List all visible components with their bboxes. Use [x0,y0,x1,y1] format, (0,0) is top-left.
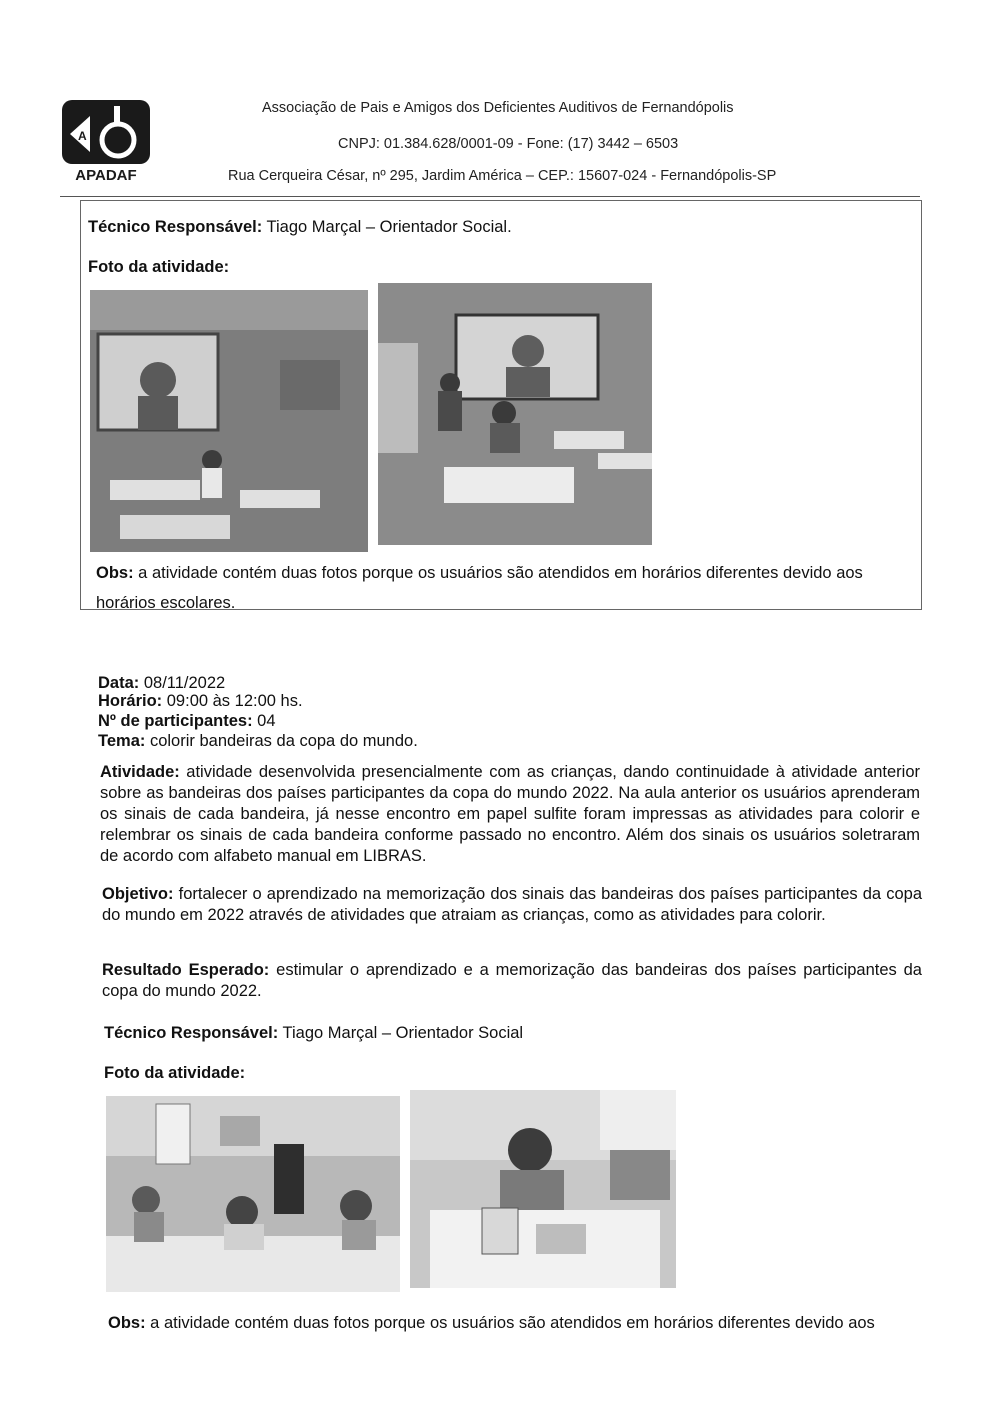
objetivo-text: fortalecer o aprendizado na memorização dos sinais das bandeiras dos países participantes da copa do mundo em 2022 através de atividades que atraiam as crianças, como as atividades para colorir. [102,885,922,924]
tecnico-value-2: Tiago Marçal – Orientador Social [278,1024,524,1042]
data-label: Data: [98,674,140,692]
svg-text:A: A [78,129,87,143]
obs-label: Obs: [96,564,134,582]
resultado-text: estimular o aprendizado e a memorização das bandeiras dos países participantes da copa do mundo 2022. [102,961,922,1000]
participantes-line [98,710,276,732]
logo-label: APADAF [75,167,137,182]
foto-label-2: Foto da atividade: [104,1064,246,1082]
activity-photo-3 [106,1096,400,1292]
tecnico-line-2 [104,1022,523,1044]
horario-line [98,690,303,712]
obs-label-2: Obs: [108,1314,146,1332]
participantes-label: Nº de participantes: [98,712,253,730]
tema-line [98,730,418,752]
obs-line-3 [108,1312,875,1334]
data-value: 08/11/2022 [139,674,226,692]
obs-line-2: horários escolares. [96,594,236,612]
activity-photo-1 [90,290,368,552]
org-name: Associação de Pais e Amigos dos Deficientes Auditivos de Fernandópolis [262,100,734,116]
resultado-paragraph [102,960,922,1002]
address-line: Rua Cerqueira César, nº 295, Jardim América – CEP.: 15607-024 - Fernandópolis-SP [228,168,777,184]
atividade-paragraph [100,762,920,867]
atividade-label: Atividade: [100,763,180,781]
foto-label-1: Foto da atividade: [88,258,230,276]
tecnico-label: Técnico Responsável: [88,218,263,236]
activity-photo-2 [378,283,652,545]
objetivo-paragraph [102,884,922,926]
objetivo-label: Objetivo: [102,885,174,903]
tecnico-label-2: Técnico Responsável: [104,1024,279,1042]
tema-value: colorir bandeiras da copa do mundo. [145,732,418,750]
cnpj-line: CNPJ: 01.384.628/0001-09 - Fone: (17) 3442 – 6503 [338,136,679,152]
tecnico-line-1 [88,216,512,238]
header-rule [60,196,920,197]
horario-label: Horário: [98,692,163,710]
atividade-text: atividade desenvolvida presencialmente com as crianças, dando continuidade à atividade anterior sobre as bandeiras dos países participantes da copa do mundo 2022. Na aula anterior os usuários aprenderam os sinais de cada bandeira, já nesse encontro em papel sulfite foram impressas as atividades para colorir e relembrar os sinais de cada bandeira conforme passado no encontro. Além dos sinais os usuários soletraram de acordo com alfabeto manual em LIBRAS. [100,763,920,865]
obs-text-1: a atividade contém duas fotos porque os usuários são atendidos em horários diferentes devido aos [133,564,863,582]
apadaf-logo [62,100,150,182]
obs-text-2: a atividade contém duas fotos porque os usuários são atendidos em horários diferentes devido aos [145,1314,875,1332]
tema-label: Tema: [98,732,146,750]
resultado-label: Resultado Esperado: [102,961,270,979]
activity-photo-4 [410,1090,676,1288]
obs-line-1 [96,562,863,584]
horario-value: 09:00 às 12:00 hs. [162,692,303,710]
participantes-value: 04 [252,712,276,730]
tecnico-value: Tiago Marçal – Orientador Social. [262,218,512,236]
